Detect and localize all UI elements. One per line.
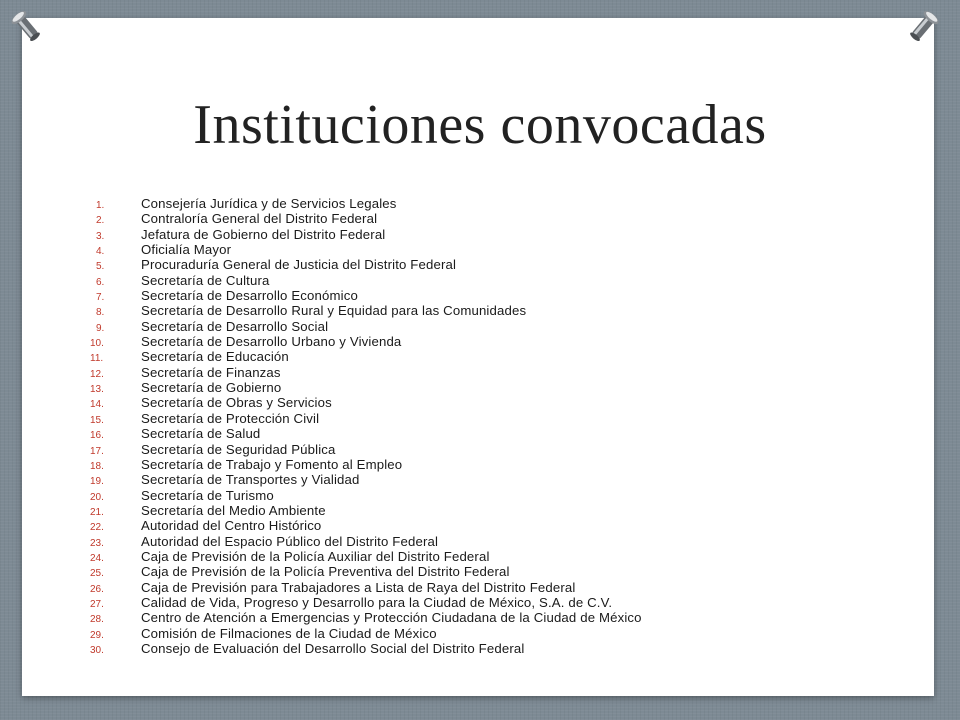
list-item-number: 14. xyxy=(90,399,104,411)
list-item-number: 22. xyxy=(90,522,104,534)
list-item-text: Contraloría General del Distrito Federal xyxy=(141,211,378,227)
list-item-text: Caja de Previsión de la Policía Preventiva del Distrito Federal xyxy=(141,564,510,580)
list-item xyxy=(88,196,642,211)
list-item-text: Secretaría de Educación xyxy=(141,349,289,365)
list-item-text: Comisión de Filmaciones de la Ciudad de México xyxy=(141,625,437,641)
list-item-text: Secretaría de Turismo xyxy=(141,487,274,503)
pushpin-icon xyxy=(4,4,48,48)
list-item-text: Secretaría de Protección Civil xyxy=(141,410,320,426)
list-item-number: 23. xyxy=(90,537,104,549)
list-item xyxy=(88,365,642,380)
list-item-number: 10. xyxy=(90,338,104,350)
list-item-number: 6. xyxy=(96,276,105,288)
list-item-number: 27. xyxy=(90,598,104,610)
list-item xyxy=(88,288,642,303)
list-item-text: Procuraduría General de Justicia del Distrito Federal xyxy=(141,257,457,273)
list-item xyxy=(88,488,642,503)
list-item-number: 26. xyxy=(90,583,104,595)
list-item xyxy=(88,273,642,288)
list-item-number: 2. xyxy=(96,215,105,227)
list-item-text: Caja de Previsión para Trabajadores a Lista de Raya del Distrito Federal xyxy=(141,579,576,595)
list-item-number: 20. xyxy=(90,491,104,503)
list-item-text: Secretaría de Trabajo y Fomento al Empleo xyxy=(141,456,403,472)
slide-title: Instituciones convocadas xyxy=(193,94,767,156)
list-item-text: Secretaría de Desarrollo Económico xyxy=(141,288,358,304)
list-item xyxy=(88,380,642,395)
list-item-number: 16. xyxy=(90,430,104,442)
list-item xyxy=(88,395,642,410)
list-item xyxy=(88,457,642,472)
list-item-number: 5. xyxy=(96,261,105,273)
list-item-text: Autoridad del Espacio Público del Distrito Federal xyxy=(141,533,439,549)
list-item-number: 1. xyxy=(96,200,105,211)
list-item xyxy=(88,349,642,364)
list-item-text: Consejo de Evaluación del Desarrollo Social del Distrito Federal xyxy=(141,640,525,656)
list-item-text: Secretaría de Seguridad Pública xyxy=(141,441,336,457)
list-item-text: Consejería Jurídica y de Servicios Legales xyxy=(141,196,397,211)
list-item-text: Secretaría de Salud xyxy=(141,426,261,442)
list-item-number: 19. xyxy=(90,476,104,488)
list-item xyxy=(88,641,642,656)
list-item xyxy=(88,442,642,457)
list-item xyxy=(88,242,642,257)
list-item-text: Jefatura de Gobierno del Distrito Federal xyxy=(141,226,386,242)
list-item xyxy=(88,227,642,242)
list-item-number: 11. xyxy=(90,353,104,365)
list-item-text: Centro de Atención a Emergencias y Protección Ciudadana de la Ciudad de México xyxy=(141,610,642,626)
list-item-text: Oficialía Mayor xyxy=(141,242,232,258)
list-item xyxy=(88,411,642,426)
list-item xyxy=(88,503,642,518)
list-item-number: 4. xyxy=(96,246,105,258)
list-item-text: Secretaría de Cultura xyxy=(141,272,270,288)
list-item xyxy=(88,564,642,579)
pushpin-icon xyxy=(902,4,946,48)
list-item xyxy=(88,534,642,549)
list-item-number: 12. xyxy=(90,368,104,380)
list-item xyxy=(88,549,642,564)
list-item xyxy=(88,595,642,610)
list-item-text: Calidad de Vida, Progreso y Desarrollo para la Ciudad de México, S.A. de C.V. xyxy=(141,594,613,610)
list-item-number: 13. xyxy=(90,384,104,396)
list-item-number: 21. xyxy=(90,506,104,518)
list-item-number: 25. xyxy=(90,568,104,580)
list-item xyxy=(88,626,642,641)
list-item-number: 8. xyxy=(96,307,105,319)
list-item-text: Secretaría de Desarrollo Social xyxy=(141,318,329,334)
list-item-text: Secretaría del Medio Ambiente xyxy=(141,502,326,518)
list-item-text: Secretaría de Desarrollo Urbano y Vivienda xyxy=(141,334,402,350)
list-item-text: Secretaría de Gobierno xyxy=(141,380,282,396)
list-item-text: Secretaría de Desarrollo Rural y Equidad para las Comunidades xyxy=(141,303,527,319)
list-item xyxy=(88,610,642,625)
list-item-number: 30. xyxy=(90,644,104,656)
list-item xyxy=(88,518,642,533)
list-item xyxy=(88,426,642,441)
list-item-number: 29. xyxy=(90,629,104,641)
list-item-number: 18. xyxy=(90,460,104,472)
institutions-list xyxy=(88,196,642,656)
list-item xyxy=(88,303,642,318)
list-item-number: 24. xyxy=(90,552,104,564)
list-item xyxy=(88,211,642,226)
list-item-number: 3. xyxy=(96,230,105,242)
list-item-text: Secretaría de Transportes y Vialidad xyxy=(141,472,360,488)
list-item xyxy=(88,472,642,487)
list-item-text: Autoridad del Centro Histórico xyxy=(141,518,322,534)
list-item-text: Secretaría de Obras y Servicios xyxy=(141,395,332,411)
list-item-text: Caja de Previsión de la Policía Auxiliar del Distrito Federal xyxy=(141,548,490,564)
list-item xyxy=(88,319,642,334)
list-item-number: 28. xyxy=(90,614,104,626)
list-item-number: 15. xyxy=(90,414,104,426)
list-item xyxy=(88,580,642,595)
list-item-number: 7. xyxy=(96,292,105,304)
list-item-number: 9. xyxy=(96,322,105,334)
list-item-number: 17. xyxy=(90,445,104,457)
list-item xyxy=(88,257,642,272)
list-item-text: Secretaría de Finanzas xyxy=(141,364,281,380)
list-item xyxy=(88,334,642,349)
